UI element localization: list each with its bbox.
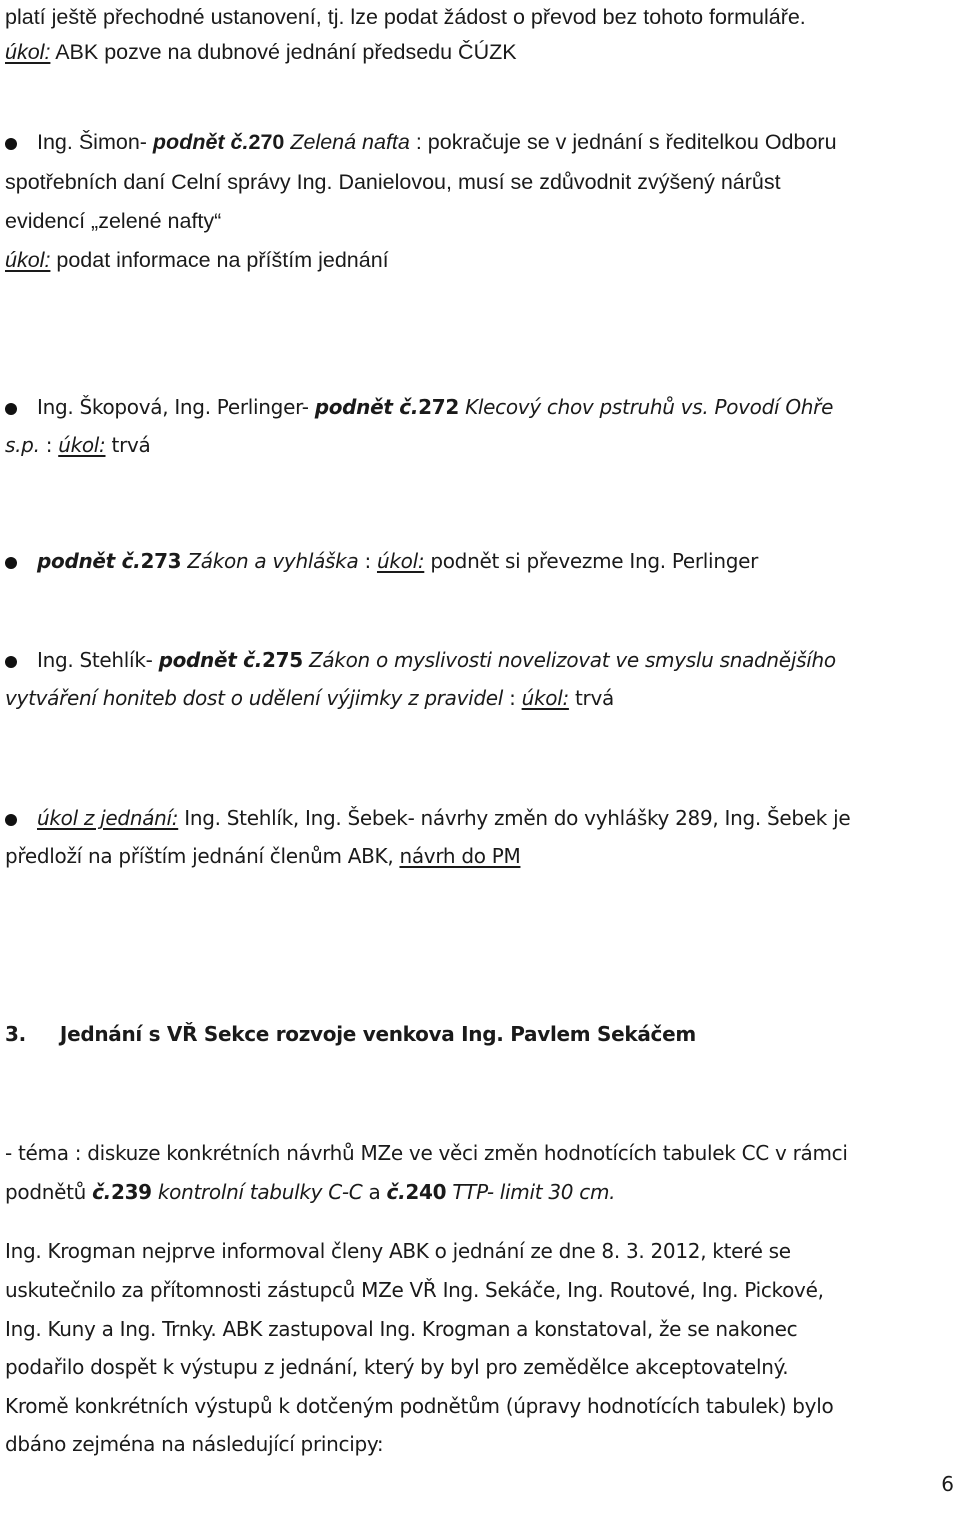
bullet-icon [5, 138, 17, 150]
paragraph-line: uskutečnilo za přítomnosti zástupců MZe VŘ Ing. Sekáče, Ing. Routové, Ing. Pickové, [5, 1278, 824, 1302]
bullet-icon [5, 814, 17, 826]
list-item-273: podnět č.273 Zákon a vyhláška : úkol: podnět si převezme Ing. Perlinger [37, 549, 759, 573]
task-line [5, 40, 517, 66]
task-label: úkol: [376, 549, 425, 573]
list-item-skopova: Ing. Škopová, Ing. Perlinger- podnět č.272 Klecový chov pstruhů vs. Povodí Ohře [37, 395, 834, 419]
task-line: úkol: podat informace na příštím jednání [5, 248, 389, 272]
paragraph-line: Kromě konkrétních výstupů k dotčeným podnětům (úpravy hodnotících tabulek) bylo [5, 1394, 834, 1418]
text-line: evidencí „zelené nafty“ [5, 209, 222, 233]
task-label: úkol: [521, 686, 569, 710]
task-label: úkol: [5, 40, 51, 64]
list-item-simon: Ing. Šimon- podnět č.270 Zelená nafta : pokračuje se v jednání s ředitelkou Odboru [37, 130, 837, 154]
section-heading: 3. Jednání s VŘ Sekce rozvoje venkova Ing. Pavlem Sekáčem [5, 1022, 696, 1046]
list-item-stehlik: Ing. Stehlík- podnět č.275 Zákon o myslivosti novelizovat ve smyslu snadnějšího [37, 648, 836, 672]
text-line: podnětů č.239 kontrolní tabulky C-C a č.240 TTP- limit 30 cm. [5, 1180, 616, 1204]
page-number: 6 [941, 1472, 954, 1496]
bullet-icon [5, 403, 17, 415]
task-label: úkol: [58, 433, 106, 457]
paragraph-line: podařilo dospět k výstupu z jednání, který by byl pro zemědělce akceptovatelný. [5, 1355, 789, 1379]
task-text: ABK pozve na dubnové jednání předsedu ČÚZK [50, 40, 517, 64]
text-line: předloží na příštím jednání členům ABK, návrh do PM [5, 844, 521, 868]
task-label: úkol: [5, 248, 51, 272]
bullet-icon [5, 557, 17, 569]
text-line: spotřebních daní Celní správy Ing. Danielovou, musí se zdůvodnit zvýšený nárůst [5, 170, 781, 194]
bullet-icon [5, 656, 17, 668]
text-line: - téma : diskuze konkrétních návrhů MZe ve věci změn hodnotících tabulek CC v rámci [5, 1141, 848, 1165]
paragraph-line: Ing. Kuny a Ing. Trnky. ABK zastupoval Ing. Krogman a konstatoval, že se nakonec [5, 1317, 798, 1341]
task-label: úkol z jednání: [37, 806, 179, 830]
podnet-label: podnět č. [152, 130, 249, 154]
list-item-ukol-z-jednani: úkol z jednání: Ing. Stehlík, Ing. Šebek- návrhy změn do vyhlášky 289, Ing. Šebek je [37, 806, 851, 830]
task-line: vytváření honiteb dost o udělení výjimky z pravidel : úkol: trvá [5, 686, 614, 710]
podnet-label: podnět č. [314, 395, 419, 419]
text-line: platí ještě přechodné ustanovení, tj. lze podat žádost o převod bez tohoto formuláře. [5, 5, 806, 29]
task-line: s.p. : úkol: trvá [5, 433, 151, 457]
paragraph-line: Ing. Krogman nejprve informoval členy ABK o jednání ze dne 8. 3. 2012, které se [5, 1239, 791, 1263]
podnet-label: podnět č. [37, 549, 141, 573]
paragraph-line: dbáno zejména na následující principy: [5, 1432, 384, 1456]
podnet-label: podnět č. [158, 648, 263, 672]
